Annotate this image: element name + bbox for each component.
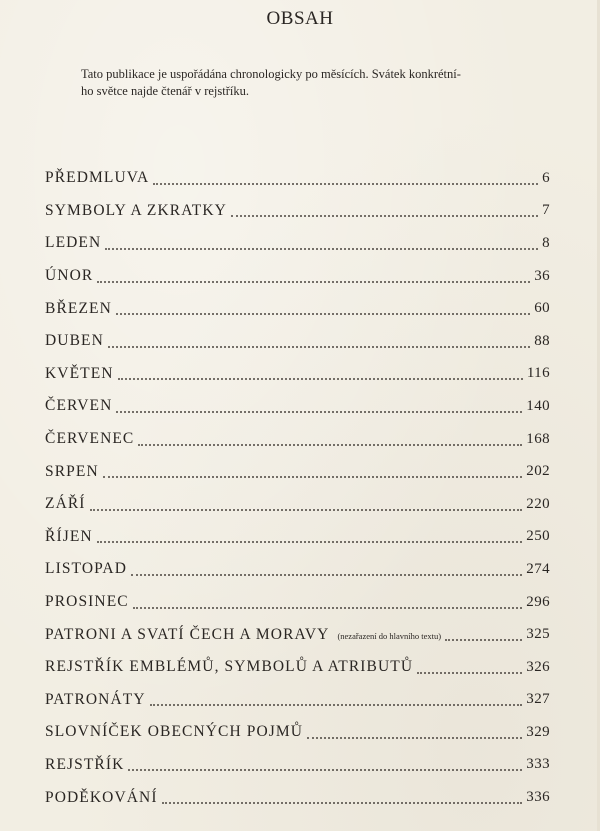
- toc-entry-label: BŘEZEN: [45, 299, 112, 317]
- toc-entry-page: 116: [526, 365, 550, 382]
- toc-entry[interactable]: [45, 553, 550, 586]
- leader-dots: [97, 280, 530, 283]
- toc-entry-label: KVĚTEN: [45, 364, 114, 382]
- toc-entry-page: 6: [542, 169, 550, 186]
- toc-entry-page: 333: [526, 756, 550, 773]
- toc-entry[interactable]: [45, 586, 550, 619]
- toc-entry-note: (nezařazení do hlavního textu): [337, 630, 442, 641]
- toc-entry[interactable]: [45, 455, 550, 488]
- leader-dots: [103, 475, 523, 478]
- toc-entry-page: 296: [526, 593, 550, 610]
- toc-entry-label: ČERVEN: [45, 397, 113, 415]
- toc-entry-label: PATRONI A SVATÍ ČECH A MORAVY: [45, 625, 330, 643]
- leader-dots: [417, 671, 522, 674]
- toc-entry-page: 7: [542, 202, 550, 219]
- leader-dots: [97, 540, 523, 543]
- toc-entry-page: 202: [526, 463, 550, 480]
- toc-entry[interactable]: [45, 651, 550, 684]
- toc-entry-page: 326: [526, 658, 550, 675]
- toc-entry-page: 220: [526, 495, 550, 512]
- toc-entry-label: ČERVENEC: [45, 430, 135, 448]
- toc-entry-label: SRPEN: [45, 462, 99, 480]
- toc-entry-label: PŘEDMLUVA: [45, 169, 150, 187]
- leader-dots: [116, 312, 530, 315]
- toc-entry[interactable]: [45, 358, 550, 391]
- toc-entry[interactable]: [45, 521, 550, 554]
- toc-entry-page: 140: [526, 397, 550, 414]
- leader-dots: [105, 247, 538, 250]
- toc-entry[interactable]: [45, 488, 550, 521]
- leader-dots: [108, 345, 530, 348]
- intro-line-2: ho světce najde čtenář v rejstříku.: [81, 84, 249, 98]
- toc-entry[interactable]: [45, 716, 550, 749]
- page-title: OBSAH: [266, 8, 334, 29]
- toc-entry[interactable]: [45, 227, 550, 260]
- leader-dots: [118, 377, 523, 380]
- toc-entry[interactable]: [45, 292, 550, 325]
- table-of-contents: [45, 162, 550, 814]
- toc-entry-label: LISTOPAD: [45, 560, 128, 578]
- toc-entry[interactable]: [45, 162, 550, 195]
- toc-entry-page: 325: [526, 626, 550, 643]
- toc-entry-label: LEDEN: [45, 234, 102, 252]
- toc-entry[interactable]: [45, 390, 550, 423]
- intro-paragraph: [81, 66, 551, 100]
- toc-entry-page: 274: [526, 560, 550, 577]
- toc-entry[interactable]: [45, 423, 550, 456]
- toc-entry-page: 336: [526, 789, 550, 806]
- toc-entry-page: 327: [526, 691, 550, 708]
- leader-dots: [445, 638, 522, 641]
- leader-dots: [307, 736, 522, 739]
- leader-dots: [90, 508, 523, 511]
- leader-dots: [133, 606, 523, 609]
- intro-line-1: Tato publikace je uspořádána chronologicky po měsících. Svátek konkrétní-: [81, 67, 461, 81]
- toc-entry-page: 329: [526, 723, 550, 740]
- toc-entry-page: 60: [534, 300, 550, 317]
- toc-entry-label: SLOVNÍČEK OBECNÝCH POJMŮ: [45, 723, 304, 741]
- leader-dots: [116, 410, 522, 413]
- toc-entry-label: ÚNOR: [45, 267, 94, 285]
- leader-dots: [131, 573, 522, 576]
- toc-entry[interactable]: [45, 195, 550, 228]
- toc-entry-label: PODĚKOVÁNÍ: [45, 788, 158, 806]
- toc-entry[interactable]: [45, 684, 550, 717]
- toc-entry[interactable]: [45, 781, 550, 814]
- leader-dots: [162, 801, 523, 804]
- leader-dots: [138, 443, 522, 446]
- toc-entry-label: REJSTŘÍK EMBLÉMŮ, SYMBOLŮ A ATRIBUTŮ: [45, 658, 414, 676]
- toc-entry-label: DUBEN: [45, 332, 104, 350]
- toc-entry[interactable]: [45, 618, 550, 651]
- leader-dots: [231, 214, 538, 217]
- toc-entry-label: REJSTŘÍK: [45, 755, 125, 773]
- toc-entry-label: SYMBOLY A ZKRATKY: [45, 201, 227, 219]
- leader-dots: [128, 768, 522, 771]
- toc-entry-page: 36: [534, 267, 550, 284]
- leader-dots: [150, 703, 523, 706]
- leader-dots: [153, 182, 538, 185]
- toc-entry-label: PROSINEC: [45, 593, 129, 611]
- toc-entry-label: PATRONÁTY: [45, 690, 146, 708]
- toc-entry-page: 8: [542, 234, 550, 251]
- toc-entry[interactable]: [45, 749, 550, 782]
- toc-entry[interactable]: [45, 325, 550, 358]
- toc-entry[interactable]: [45, 260, 550, 293]
- toc-entry-page: 250: [526, 528, 550, 545]
- toc-entry-label: ŘÍJEN: [45, 527, 93, 545]
- toc-entry-page: 168: [526, 430, 550, 447]
- toc-entry-label: ZÁŘÍ: [45, 495, 86, 513]
- toc-entry-page: 88: [534, 332, 550, 349]
